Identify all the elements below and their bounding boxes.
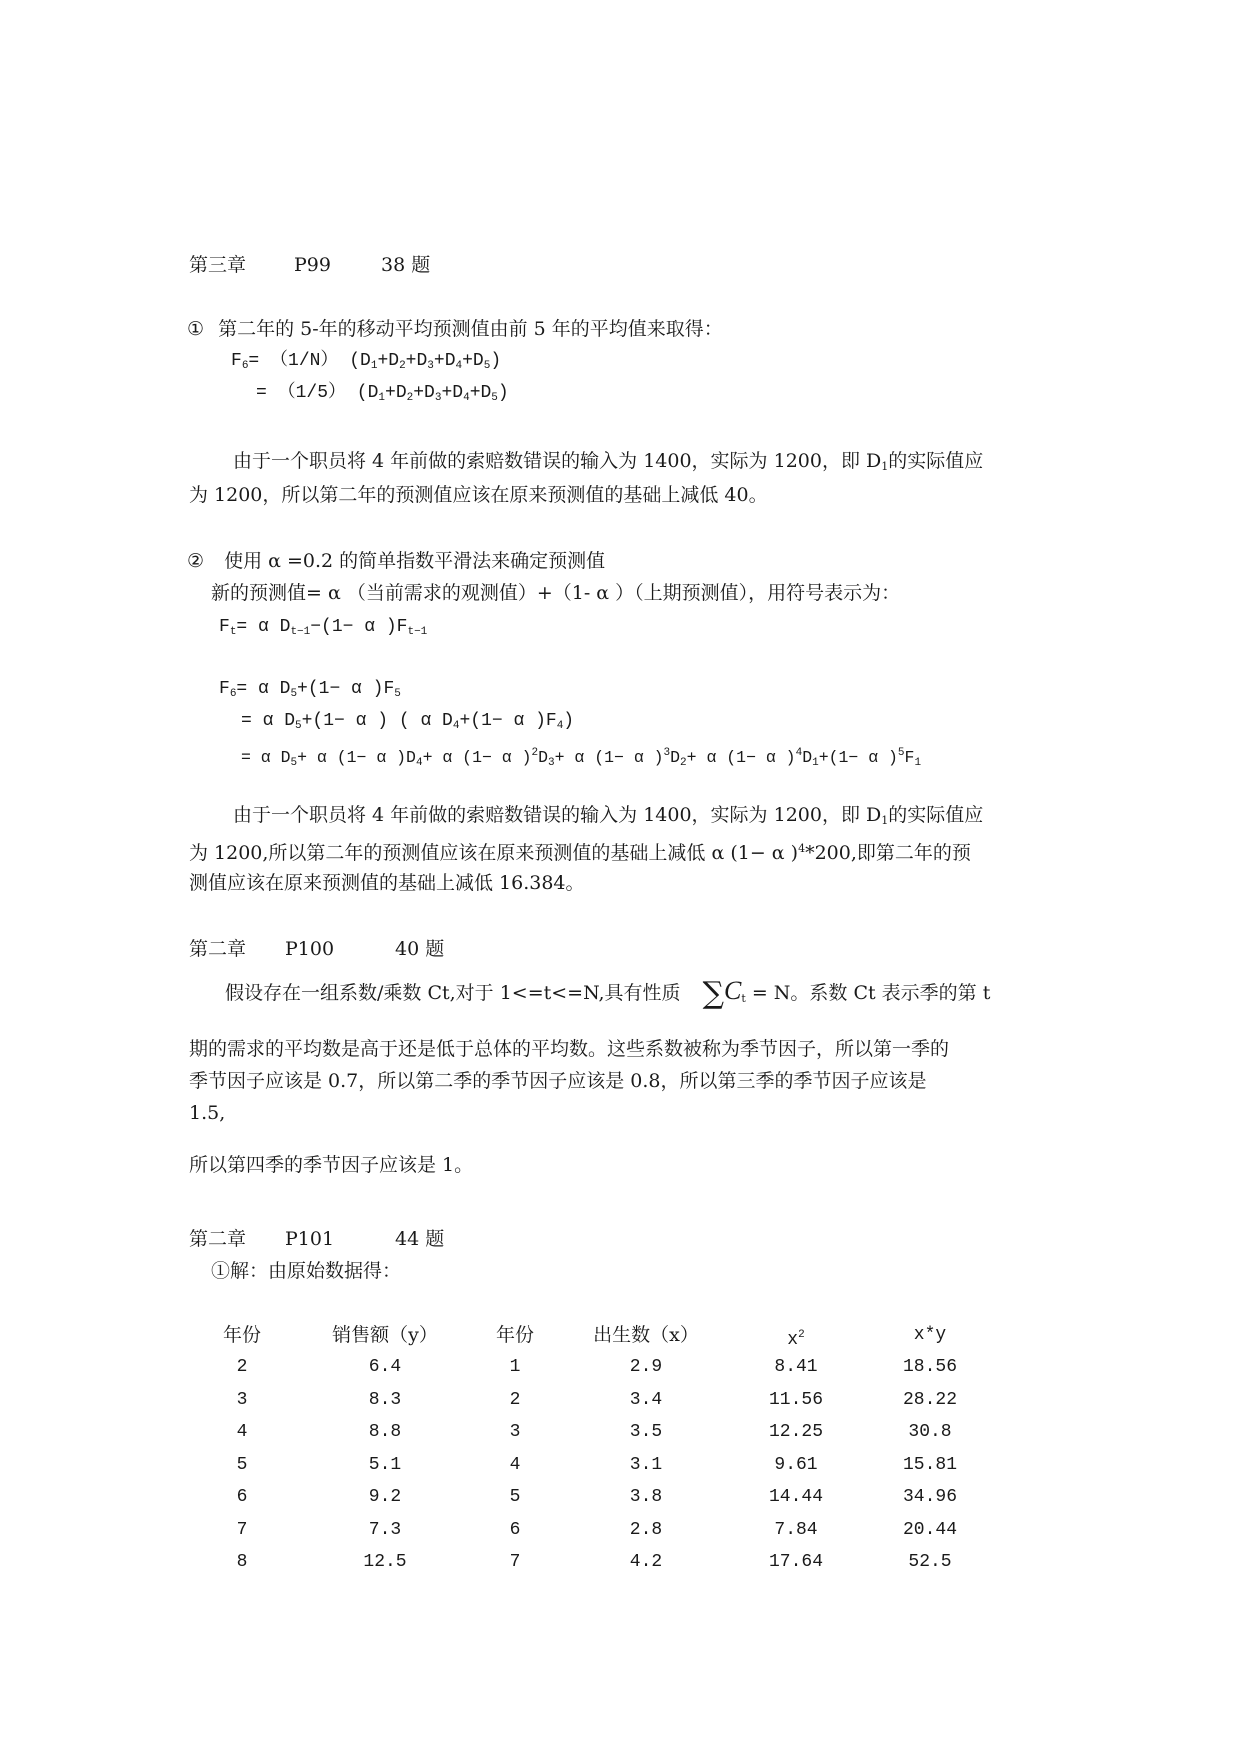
table-header-year: 年份 <box>222 1324 261 1346</box>
formula-f6-smoothing-3: = α $D_5+ \alpha$ (1− α )$D_4+ \alpha$ (1− α )$^2D_3+ \alpha$ (1− α )$^3D_2+ \alpha$ (1− α )$^4D_1+(1- \alpha$ )$^5F_1$ <box>241 747 922 769</box>
table-cell: 52.5 <box>908 1552 952 1572</box>
formula-f6-smoothing-2: = α $D_5+(1- \alpha$ ) ( α $D_4+(1- \alpha$ )$F_4$) <box>241 711 575 732</box>
table-cell: 5 <box>509 1487 521 1507</box>
table-cell: 8.8 <box>368 1422 402 1442</box>
paragraph2-line2: 为 1200,所以第二年的预测值应该在原来预测值的基础上减低 α (1− α )$^4$*200,即第二年的预 <box>189 842 971 864</box>
table-cell: 6 <box>236 1487 248 1507</box>
table-cell: 14.44 <box>768 1487 823 1507</box>
section2-line3: 季节因子应该是 0.7，所以第二季的季节因子应该是 0.8，所以第三季的季节因子应该是 <box>189 1070 927 1092</box>
table-cell: 20.44 <box>902 1519 957 1540</box>
table-header-sales: 销售额（y） <box>332 1324 438 1346</box>
table-cell: 34.96 <box>902 1487 957 1507</box>
table-cell: 7.3 <box>368 1519 402 1540</box>
table-cell: 7 <box>236 1519 248 1540</box>
circled-one-marker: ① <box>187 318 205 340</box>
table-cell: 12.25 <box>768 1422 823 1442</box>
table-cell: 1 <box>509 1357 521 1377</box>
paragraph2-line3: 测值应该在原来预测值的基础上减低 16.384。 <box>189 872 585 894</box>
section2-line5: 所以第四季的季节因子应该是 1。 <box>189 1154 474 1176</box>
table-cell: 8.41 <box>774 1357 818 1377</box>
table-cell: 2.9 <box>629 1357 663 1377</box>
problem-number: 40 题 <box>395 938 445 960</box>
table-header-births: 出生数（x） <box>593 1324 699 1346</box>
table-cell: 9.61 <box>774 1454 818 1475</box>
table-cell: 2 <box>236 1357 248 1377</box>
chapter-label: 第二章 <box>189 1228 247 1250</box>
paragraph1-line1: 由于一个职员将 4 年前做的索赔数错误的输入为 1400，实际为 1200，即 $D_1$的实际值应 <box>233 450 984 473</box>
q2-intro: ② 使用 α =0.2 的简单指数平滑法来确定预测值 <box>187 550 606 572</box>
formula-f6-smoothing-1: $F_6= \alpha$ $D_5+(1- \alpha$ )$F_5$ <box>219 679 401 700</box>
paragraph2-line1: 由于一个职员将 4 年前做的索赔数错误的输入为 1400，实际为 1200，即 $D_1$的实际值应 <box>233 804 984 827</box>
q1-intro: ① 第二年的 5-年的移动平均预测值由前 5 年的平均值来取得： <box>187 318 723 340</box>
table-cell: 15.81 <box>902 1454 957 1475</box>
table-cell: 3.5 <box>629 1422 663 1442</box>
table-cell: 12.5 <box>363 1552 407 1572</box>
table-cell: 3.1 <box>629 1454 663 1475</box>
table-cell: 5.1 <box>368 1454 402 1475</box>
page-ref: P101 <box>285 1228 335 1250</box>
circled-two-marker: ② <box>187 550 205 572</box>
q2-definition: 新的预测值= α （当前需求的观测值）+（1- α ）（上期预测值），用符号表示为： <box>211 582 901 604</box>
table-cell: 2 <box>509 1389 521 1410</box>
table-cell: 9.2 <box>368 1487 402 1507</box>
page-ref: P100 <box>285 938 335 960</box>
table-cell: 6.4 <box>368 1357 402 1377</box>
chapter-label: 第三章 <box>189 254 247 276</box>
table-cell: 28.22 <box>902 1389 957 1410</box>
table-cell: 30.8 <box>908 1422 952 1442</box>
page-ref: P99 <box>294 254 331 276</box>
paragraph1-line2: 为 1200，所以第二年的预测值应该在原来预测值的基础上减低 40。 <box>189 484 768 506</box>
summation-expression: $\sum C_t$ <box>702 976 746 1011</box>
section2-heading <box>189 936 445 962</box>
table-header-year2: 年份 <box>495 1324 534 1346</box>
table-cell: 3.4 <box>629 1389 663 1410</box>
table-header-x-squared: $x^2$ <box>787 1329 805 1350</box>
table-cell: 18.56 <box>902 1357 957 1377</box>
problem-number: 44 题 <box>395 1228 445 1250</box>
table-cell: 2.8 <box>629 1519 663 1540</box>
chapter-label: 第二章 <box>189 938 247 960</box>
table-cell: 11.56 <box>768 1389 823 1410</box>
table-cell: 4 <box>509 1454 521 1475</box>
section3-intro: ①解：由原始数据得： <box>211 1260 402 1282</box>
section3-heading <box>189 1226 445 1252</box>
formula-f6-moving-average: $F_6= (1/N)$ $(D_1+D_2+D_3+D_4+D_5)$ <box>231 351 502 372</box>
table-cell: 8.3 <box>368 1389 402 1410</box>
table-cell: 7.84 <box>774 1519 818 1540</box>
section2-line1: 假设存在一组系数/乘数 Ct,对于 1<=t<=N,具有性质 $\sum C_t = N$。系数 Ct 表示季的第 t <box>225 976 991 1011</box>
section1-heading <box>189 252 431 278</box>
formula-ft: $F_t= \alpha$ $D_{t-1}-(1- \alpha$ )$F_{t-1}$ <box>219 617 428 638</box>
table-cell: 8 <box>236 1552 248 1572</box>
section2-line2: 期的需求的平均数是高于还是低于总体的平均数。这些系数被称为季节因子，所以第一季的 <box>189 1038 950 1060</box>
table-cell: 6 <box>509 1519 521 1540</box>
table-cell: 3 <box>236 1389 248 1410</box>
table-cell: 7 <box>509 1552 521 1572</box>
table-cell: 3.8 <box>629 1487 663 1507</box>
table-cell: 4 <box>236 1422 248 1442</box>
table-cell: 4.2 <box>629 1552 663 1572</box>
formula-f6-with-values: = （1/5） $(D_1+D_2+D_3+D_4+D_5)$ <box>256 383 509 404</box>
table-header-xy: x*y <box>913 1325 947 1345</box>
table-cell: 5 <box>236 1454 248 1475</box>
table-cell: 17.64 <box>768 1552 823 1572</box>
table-cell: 3 <box>509 1422 521 1442</box>
section2-line4: 1.5, <box>189 1102 226 1124</box>
problem-number: 38 题 <box>381 254 431 276</box>
